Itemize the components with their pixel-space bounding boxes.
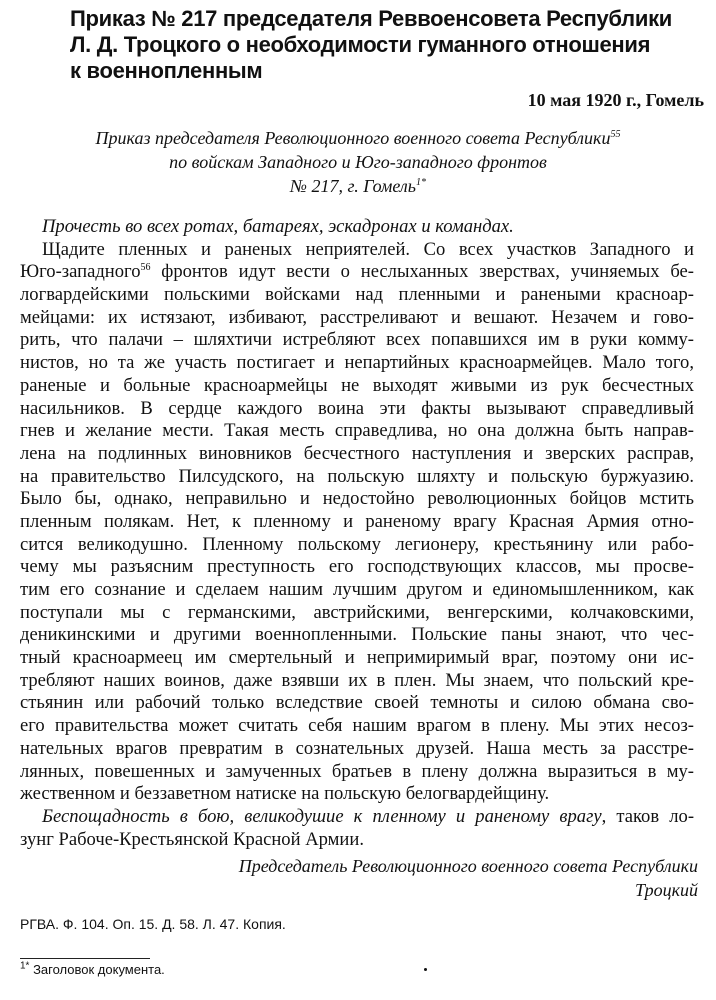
subhead-line xyxy=(0,126,716,150)
body-line: пленным полякам. Нет, к пленному и раненому врагу Красная Армия отно- xyxy=(20,510,694,532)
document-title xyxy=(70,6,690,84)
subhead-text: № 217, г. Гомель xyxy=(290,176,416,196)
body-line: его правительства может считать себя нашим врагом в плену. Мы этих несоз- xyxy=(20,715,694,737)
body-line: гнев и желание мести. Такая месть справедлива, но она должна быть направ- xyxy=(20,420,694,442)
subhead-text: Приказ председателя Революционного военного совета Республики xyxy=(95,128,611,148)
intro-line: Прочесть во всех ротах, батареях, эскадронах и командах. xyxy=(42,216,514,237)
footnote-text: Заголовок документа. xyxy=(29,962,165,977)
slogan-italic: Беспощадность в бою, великодушие к пленному и раненому врагу xyxy=(42,805,602,827)
print-speck xyxy=(424,968,427,971)
body-line: поступали мы с германскими, австрийскими, венгерскими, колчаковскими, xyxy=(20,601,694,623)
signature-name: Троцкий xyxy=(635,880,698,900)
footnote-ref-1: 1* xyxy=(415,177,426,188)
archive-reference: РГВА. Ф. 104. Оп. 15. Д. 58. Л. 47. Копия. xyxy=(20,916,286,932)
body-line: тный красноармеец им смертельный и непримиримый враг, поэтому они ис- xyxy=(20,647,694,669)
body-line: сится великодушно. Пленному польскому легионеру, крестьянину или рабо- xyxy=(20,533,694,555)
body-line: рить, что палачи – шляхтичи истребляют всех попавшихся им в руки комму- xyxy=(20,329,694,351)
body-line: мейцами: их истязают, избивают, расстреливают и вешают. Незачем и гово- xyxy=(20,306,694,328)
body-text: фронтов идут вести о неслыханных зверствах, учиняемых бе- xyxy=(150,261,694,283)
slogan-line xyxy=(20,806,694,829)
subhead-line xyxy=(0,174,716,198)
footnote-mark: 1* xyxy=(20,960,30,972)
body-line: Щадите пленных и раненых неприятелей. Со всех участков Западного и xyxy=(42,238,694,260)
body-line: лена на подлинных виновников бесчестного наступления и зверских расправ, xyxy=(20,442,694,464)
body-line: тим его сознание и сделаем нашим лучшим другом и единомышленником, как xyxy=(20,579,694,600)
slogan-text: , таков ло- xyxy=(601,805,695,827)
body-line: нистов, но та же участь постигает и непартийных красноармейцев. Мало того, xyxy=(20,352,694,374)
title-line: к военнопленным xyxy=(70,58,263,83)
footnote-ref-56: 56 xyxy=(140,262,151,274)
body-line: Было бы, однако, неправильно и недостойно революционных бойцов мстить xyxy=(20,488,694,510)
signature-position: Председатель Революционного военного совета Республики xyxy=(238,856,698,876)
body-line xyxy=(20,261,694,284)
body-text: Юго-западного xyxy=(20,261,141,283)
body-line: логвардейскими польскими войсками над пленными и ранеными красноар- xyxy=(20,284,694,306)
signature-block xyxy=(239,854,698,902)
body-line: лянных, повешенных и замученных братьев в плену должна выразиться в му- xyxy=(20,760,694,782)
title-line: Л. Д. Троцкого о необходимости гуманного отношения xyxy=(70,32,651,57)
body-line: деникинскими и другими военнопленными. Польские паны знают, что чес- xyxy=(20,624,694,646)
body-line: требляют наших воинов, даже взявши их в плен. Мы знаем, что польский кре- xyxy=(20,669,694,691)
date-place: 10 мая 1920 г., Гомель xyxy=(527,90,704,110)
body-line: на правительство Пилсудского, на польскую шляхту и польскую буржуазию. xyxy=(20,465,694,487)
subhead-line: по войскам Западного и Юго-западного фронтов xyxy=(169,152,547,172)
title-line: Приказ № 217 председателя Реввоенсовета Республики xyxy=(70,6,672,31)
body-line: раненые и больные красноармейцы не выходят живыми из рук бесчестных xyxy=(20,374,694,396)
body-line: насильников. В сердце каждого воина эти факты вызывают справедливый xyxy=(20,397,694,419)
footnote-divider xyxy=(20,958,150,959)
slogan-line: зунг Рабоче-Крестьянской Красной Армии. xyxy=(20,828,364,850)
order-subheading xyxy=(0,126,716,198)
order-body xyxy=(20,216,694,851)
footnote-ref-55: 55 xyxy=(610,129,621,140)
body-line: стьянин или рабочий только вследствие своей темноты и силою обмана сво- xyxy=(20,692,694,714)
body-line: чему мы разъясним преступность его господствующих классов, мы просве- xyxy=(20,556,694,578)
body-line: нательных врагов превратим в сознательных друзей. Наша месть за расстре- xyxy=(20,737,694,759)
body-line: жественном и беззаветном натиске на польскую белогвардейщину. xyxy=(20,783,550,805)
footnote xyxy=(20,962,165,977)
